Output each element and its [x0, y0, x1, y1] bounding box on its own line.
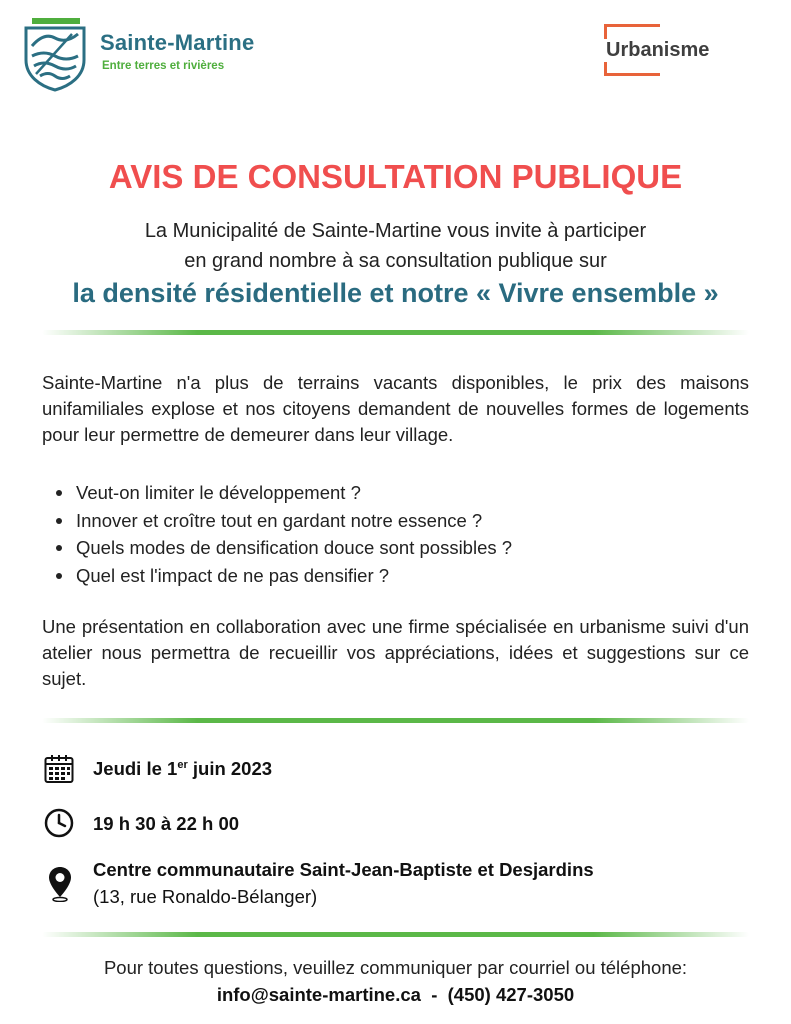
- municipal-shield-logo: [22, 16, 88, 92]
- list-item: Quel est l'impact de ne pas densifier ?: [52, 562, 732, 590]
- divider-top: [42, 330, 749, 335]
- date-suffix: juin 2023: [187, 758, 273, 779]
- contact-text: Pour toutes questions, veuillez communiquer par courriel ou téléphone:: [103, 957, 688, 978]
- notice-intro: [0, 216, 791, 276]
- intro-line-1: La Municipalité de Sainte-Martine vous invite à participer: [144, 220, 647, 242]
- question-list: [52, 479, 732, 589]
- contact-line[interactable]: info@sainte-martine.ca - (450) 427-3050: [216, 984, 575, 1005]
- brand-tagline: Entre terres et rivières: [102, 60, 225, 72]
- brand-name: Sainte-Martine: [100, 30, 255, 55]
- event-time: 19 h 30 à 22 h 00: [93, 813, 240, 834]
- intro-line-2: en grand nombre à sa consultation publique sur: [184, 250, 607, 272]
- event-venue: Centre communautaire Saint-Jean-Baptiste et Desjardins: [93, 859, 594, 880]
- event-date: [93, 758, 272, 780]
- calendar-icon: [44, 754, 74, 789]
- event-address: (13, rue Ronaldo-Bélanger): [93, 886, 318, 907]
- list-item: Innover et croître tout en gardant notre essence ?: [52, 507, 732, 535]
- department-label: Urbanisme: [604, 39, 746, 62]
- list-item: Quels modes de densification douce sont possibles ?: [52, 534, 732, 562]
- context-paragraph: Sainte-Martine n'a plus de terrains vacants disponibles, le prix des maisons unifamiliales explose et nos citoyens demandent de nouvelles formes de logements pour leur permettre de demeurer dans leur village.: [42, 372, 749, 445]
- consultation-subject: la densité résidentielle et notre « Vivre ensemble »: [72, 278, 719, 308]
- divider-middle: [42, 718, 749, 723]
- date-prefix: Jeudi le 1: [93, 758, 178, 779]
- date-ordinal: er: [177, 758, 188, 771]
- notice-title: AVIS DE CONSULTATION PUBLIQUE: [108, 158, 683, 195]
- clock-icon: [44, 808, 74, 843]
- list-item: Veut-on limiter le développement ?: [52, 479, 732, 507]
- divider-bottom: [42, 932, 749, 937]
- map-pin-icon: [48, 866, 72, 907]
- presentation-paragraph: Une présentation en collaboration avec une firme spécialisée en urbanisme suivi d'un atelier nous permettra de recueillir vos appréciations, idées et suggestions sur ce sujet.: [42, 616, 749, 689]
